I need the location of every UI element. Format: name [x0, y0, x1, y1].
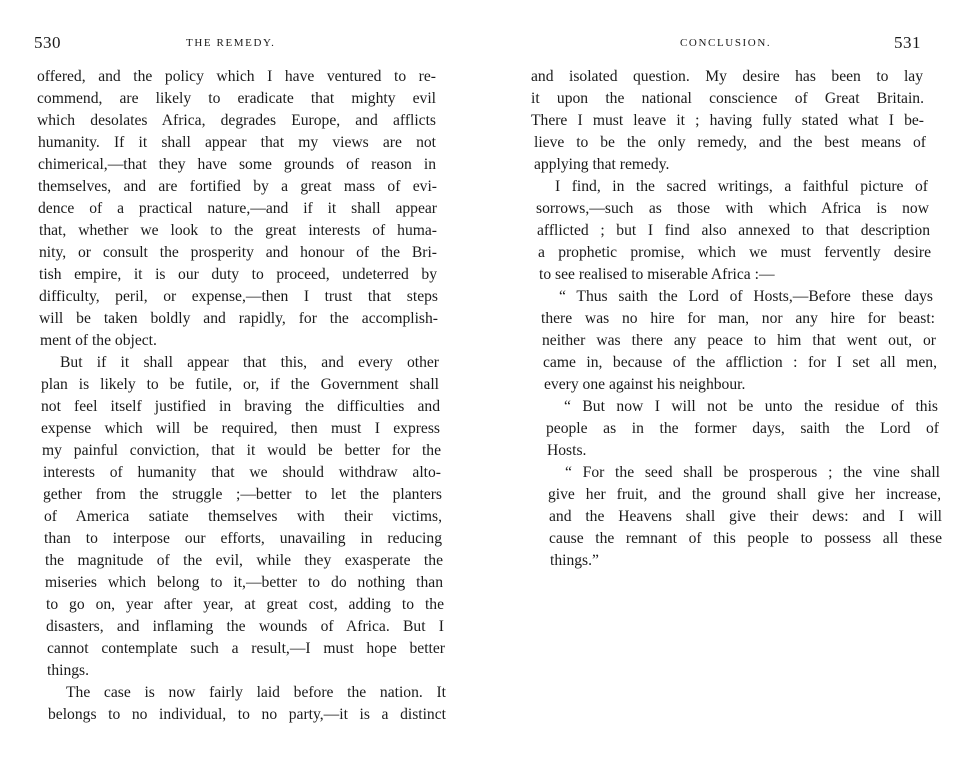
text-line: it upon the national conscience of Great Britain.	[531, 90, 924, 107]
text-line: that, whether we look to the great interests of huma-	[39, 222, 437, 239]
text-line: cause the remnant of this people to possess all these	[549, 530, 942, 547]
text-line: a prophetic promise, which we must fervently desire	[538, 244, 931, 261]
text-line: applying that remedy.	[534, 156, 670, 173]
text-line: to go on, year after year, at great cost, adding to the	[46, 596, 444, 613]
text-line: there was no hire for man, nor any hire for beast:	[541, 310, 935, 327]
text-line: afflicted ; but I find also annexed to that description	[537, 222, 930, 239]
text-line: cannot contemplate such a result,—I must hope better	[47, 640, 445, 657]
right-page	[490, 0, 980, 764]
text-line: every one against his neighbour.	[544, 376, 746, 393]
text-line: and isolated question. My desire has been to lay	[531, 68, 923, 85]
text-line: themselves, and are fortified by a great mass of evi-	[38, 178, 437, 195]
text-line: disasters, and inflaming the wounds of Africa. But I	[46, 618, 444, 635]
text-line: commend, are likely to eradicate that mighty evil	[37, 90, 436, 107]
text-line: lieve to be the only remedy, and the best means of	[534, 134, 926, 151]
text-line: ment of the object.	[40, 332, 157, 349]
text-line: plan is likely to be futile, or, if the Government shall	[41, 376, 439, 393]
text-line: and the Heavens shall give their dews: and I will	[549, 508, 942, 525]
text-line: of America satiate themselves with their victims,	[44, 508, 442, 525]
text-line: But if it shall appear that this, and every other	[60, 354, 439, 371]
text-line: will be taken boldly and rapidly, for the accomplish-	[39, 310, 438, 327]
text-line: interests of humanity that we should withdraw alto-	[43, 464, 441, 481]
page-number: 530	[34, 33, 61, 52]
text-line: nity, or consult the prosperity and honour of the Bri-	[39, 244, 437, 261]
text-line: I find, in the sacred writings, a faithful picture of	[555, 178, 928, 195]
text-line: humanity. If it shall appear that my views are not	[38, 134, 436, 151]
text-line: things.”	[550, 552, 599, 569]
text-line: than to interpose our efforts, unavailing in reducing	[44, 530, 442, 547]
text-line: expense which will be required, then must I express	[41, 420, 440, 437]
running-head: CONCLUSION.	[680, 37, 772, 49]
text-line: miseries which belong to it,—better to do nothing than	[45, 574, 443, 591]
text-line: tish empire, it is our duty to proceed, undeterred by	[39, 266, 437, 283]
text-line: my painful conviction, that it would be better for the	[42, 442, 441, 459]
text-line: “ Thus saith the Lord of Hosts,—Before these days	[559, 288, 933, 305]
text-line: chimerical,—that they have some grounds of reason in	[38, 156, 436, 173]
text-line: “ For the seed shall be prosperous ; the vine shall	[565, 464, 940, 481]
page-number: 531	[894, 33, 921, 52]
text-line: neither was there any peace to him that went out, or	[542, 332, 936, 349]
text-line: not feel itself justified in braving the difficulties and	[41, 398, 440, 415]
text-line: give her fruit, and the ground shall give her increase,	[548, 486, 941, 503]
text-line: dence of a practical nature,—and if it shall appear	[38, 200, 437, 217]
text-line: offered, and the policy which I have ventured to re-	[37, 68, 436, 85]
text-line: people as in the former days, saith the Lord of	[546, 420, 939, 437]
text-line: “ But now I will not be unto the residue of this	[564, 398, 938, 415]
text-line: came in, because of the affliction : for I set all men,	[543, 354, 937, 371]
running-head: THE REMEDY.	[186, 37, 276, 49]
text-line: things.	[47, 662, 90, 679]
text-line: to see realised to miserable Africa :—	[539, 266, 775, 283]
text-line: There I must leave it ; having fully stated what I be-	[531, 112, 924, 129]
text-line: which desolates Africa, degrades Europe, and afflicts	[37, 112, 436, 129]
text-line: difficulty, peril, or expense,—then I trust that steps	[39, 288, 438, 305]
text-line: gether from the struggle ;—better to let the planters	[43, 486, 442, 503]
text-line: the magnitude of the evil, while they exasperate the	[45, 552, 443, 569]
text-line: Hosts.	[547, 442, 587, 459]
text-line: belongs to no individual, to no party,—it is a distinct	[48, 706, 446, 723]
text-line: The case is now fairly laid before the nation. It	[66, 684, 446, 701]
text-line: sorrows,—such as those with which Africa is now	[536, 200, 929, 217]
